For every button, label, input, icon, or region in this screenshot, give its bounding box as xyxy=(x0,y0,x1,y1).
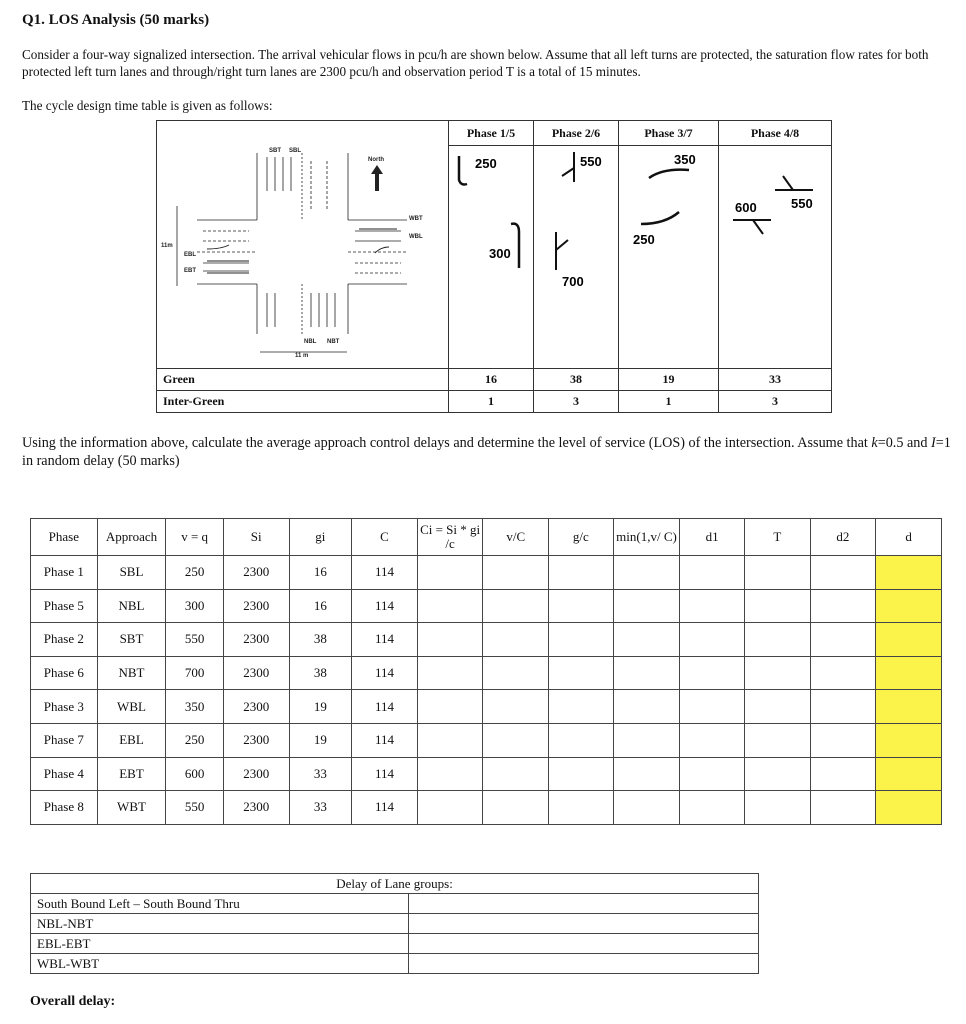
answer-cell[interactable] xyxy=(680,757,745,791)
table-cell: 114 xyxy=(352,723,418,757)
dimension-vertical: 11m xyxy=(161,243,173,249)
phase-header-4-8: Phase 4/8 xyxy=(719,121,832,146)
table-cell: 16 xyxy=(289,589,352,623)
answer-cell[interactable] xyxy=(680,690,745,724)
table-cell: 33 xyxy=(289,791,352,825)
table-cell: WBL xyxy=(97,690,166,724)
table-cell: 2300 xyxy=(223,690,289,724)
answer-cell[interactable] xyxy=(613,623,680,657)
answer-cell-d[interactable] xyxy=(876,791,942,825)
answer-cell-d[interactable] xyxy=(876,623,942,657)
answer-cell[interactable] xyxy=(483,589,549,623)
answer-cell[interactable] xyxy=(680,623,745,657)
label-ebl: EBL xyxy=(184,252,196,258)
table-cell: Phase 2 xyxy=(31,623,98,657)
green-phase-2-6: 38 xyxy=(534,369,619,391)
answer-cell[interactable] xyxy=(417,589,483,623)
answer-cell[interactable] xyxy=(744,589,810,623)
answer-cell[interactable] xyxy=(810,656,876,690)
answer-cell[interactable] xyxy=(417,723,483,757)
label-north: North xyxy=(368,157,384,163)
eastbound-left-arrow-icon xyxy=(641,212,679,224)
calc-header-cell: d1 xyxy=(680,519,745,556)
southbound-left-arrow-icon xyxy=(459,156,467,185)
phase-header-1-5: Phase 1/5 xyxy=(449,121,534,146)
table-cell: 114 xyxy=(352,757,418,791)
answer-cell[interactable] xyxy=(613,791,680,825)
label-nbt: NBT xyxy=(327,339,340,345)
table-cell: 114 xyxy=(352,623,418,657)
table-cell: Phase 6 xyxy=(31,656,98,690)
calc-header-cell: Si xyxy=(223,519,289,556)
answer-cell[interactable] xyxy=(483,791,549,825)
delay-row-value[interactable] xyxy=(409,934,759,954)
table-cell: 2300 xyxy=(223,623,289,657)
calc-header-cell: Phase xyxy=(31,519,98,556)
question-instruction xyxy=(22,434,957,470)
answer-cell[interactable] xyxy=(680,589,745,623)
table-row xyxy=(31,690,942,724)
intergreen-phase-2-6: 3 xyxy=(534,391,619,413)
table-cell: Phase 7 xyxy=(31,723,98,757)
answer-cell[interactable] xyxy=(744,623,810,657)
table-row xyxy=(31,656,942,690)
table-cell: WBT xyxy=(97,791,166,825)
flow-sbl: 250 xyxy=(475,156,497,171)
answer-cell-d[interactable] xyxy=(876,757,942,791)
answer-cell[interactable] xyxy=(744,656,810,690)
answer-cell[interactable] xyxy=(810,623,876,657)
answer-cell[interactable] xyxy=(744,556,810,590)
green-phase-3-7: 19 xyxy=(619,369,719,391)
i-variable: I xyxy=(931,435,936,451)
northbound-through-right-arrow-icon xyxy=(556,232,568,270)
table-cell: 114 xyxy=(352,589,418,623)
label-wbl: WBL xyxy=(409,234,423,240)
delay-row-label: NBL-NBT xyxy=(31,914,409,934)
table-cell: 350 xyxy=(166,690,224,724)
phase-3-7-movements xyxy=(619,146,719,369)
table-cell: Phase 3 xyxy=(31,690,98,724)
green-label: Green xyxy=(157,369,449,391)
phase-4-8-movements xyxy=(719,146,832,369)
table-row xyxy=(31,723,942,757)
answer-cell[interactable] xyxy=(549,791,614,825)
table-cell: 250 xyxy=(166,723,224,757)
answer-cell[interactable] xyxy=(549,623,614,657)
label-nbl: NBL xyxy=(304,339,317,345)
flow-wbl: 350 xyxy=(674,152,696,167)
table-cell: 19 xyxy=(289,723,352,757)
table-row xyxy=(31,623,942,657)
calc-header-cell: v/C xyxy=(483,519,549,556)
answer-cell[interactable] xyxy=(483,690,549,724)
answer-cell[interactable] xyxy=(417,690,483,724)
table-row xyxy=(31,757,942,791)
answer-cell[interactable] xyxy=(810,757,876,791)
flow-nbl: 300 xyxy=(489,246,511,261)
calc-header-cell: Approach xyxy=(97,519,166,556)
answer-cell[interactable] xyxy=(810,791,876,825)
answer-cell[interactable] xyxy=(744,723,810,757)
table-cell: 2300 xyxy=(223,757,289,791)
table-cell: 300 xyxy=(166,589,224,623)
table-cell: Phase 1 xyxy=(31,556,98,590)
label-sbt: SBT xyxy=(269,148,281,154)
answer-cell[interactable] xyxy=(613,690,680,724)
answer-cell[interactable] xyxy=(680,656,745,690)
overall-delay-label: Overall delay: xyxy=(30,994,116,1009)
eastbound-through-right-arrow-icon xyxy=(733,220,771,234)
green-phase-1-5: 16 xyxy=(449,369,534,391)
instruction-prefix: Using the information above, calculate the average approach control delays and determine the level of service (LOS) of the intersection. Assume that xyxy=(22,435,872,451)
table-cell: Phase 4 xyxy=(31,757,98,791)
answer-cell[interactable] xyxy=(680,556,745,590)
flow-ebl: 250 xyxy=(633,232,655,247)
answer-cell[interactable] xyxy=(810,589,876,623)
flow-sbt: 550 xyxy=(580,154,602,169)
phase-1-5-movements xyxy=(449,146,534,369)
k-variable: k xyxy=(871,435,878,451)
cycle-design-table xyxy=(156,120,832,413)
table-cell: SBL xyxy=(97,556,166,590)
intersection-diagram-cell xyxy=(157,121,449,369)
table-cell: Phase 5 xyxy=(31,589,98,623)
answer-cell[interactable] xyxy=(549,556,614,590)
delay-row-label: EBL-EBT xyxy=(31,934,409,954)
label-wbt: WBT xyxy=(409,216,423,222)
answer-cell[interactable] xyxy=(483,757,549,791)
answer-cell[interactable] xyxy=(680,791,745,825)
table-cell: 114 xyxy=(352,690,418,724)
answer-cell[interactable] xyxy=(483,723,549,757)
table-cell: 16 xyxy=(289,556,352,590)
answer-cell[interactable] xyxy=(810,723,876,757)
calc-header-cell: min(1,v/ C) xyxy=(613,519,680,556)
label-sbl: SBL xyxy=(289,148,301,154)
table-cell: 19 xyxy=(289,690,352,724)
table-row xyxy=(31,556,942,590)
answer-cell[interactable] xyxy=(417,791,483,825)
delay-row-label: WBL-WBT xyxy=(31,954,409,974)
answer-cell[interactable] xyxy=(549,589,614,623)
table-cell: NBT xyxy=(97,656,166,690)
delay-table-title: Delay of Lane groups: xyxy=(31,874,759,894)
flow-ebt: 600 xyxy=(735,200,757,215)
answer-cell[interactable] xyxy=(483,656,549,690)
question-intro: Consider a four-way signalized intersection. The arrival vehicular flows in pcu/h are shown below. Assume that all left turns are protected, the saturation flow rates for both protected left turn lanes and through/right turn lanes are 2300 pcu/h and observation period T is a total of 15 minutes. xyxy=(22,47,929,79)
table-cell: NBL xyxy=(97,589,166,623)
calc-header-cell: g/c xyxy=(549,519,614,556)
answer-cell[interactable] xyxy=(549,656,614,690)
phase-2-6-movements xyxy=(534,146,619,369)
k-value: =0.5 and xyxy=(877,435,932,451)
calc-header-cell: d xyxy=(876,519,942,556)
table-cell: 114 xyxy=(352,791,418,825)
calc-header-cell: Ci = Si * gi /c xyxy=(417,519,483,556)
answer-cell[interactable] xyxy=(549,690,614,724)
delay-row-label: South Bound Left – South Bound Thru xyxy=(31,894,409,914)
cycle-intro: The cycle design time table is given as follows: xyxy=(22,98,273,113)
flow-wbt: 550 xyxy=(791,196,813,211)
answer-cell[interactable] xyxy=(417,623,483,657)
calculation-table xyxy=(30,518,942,825)
calc-header-row xyxy=(31,519,942,556)
intergreen-phase-4-8: 3 xyxy=(719,391,832,413)
table-cell: EBL xyxy=(97,723,166,757)
calc-header-cell: C xyxy=(352,519,418,556)
table-cell: 600 xyxy=(166,757,224,791)
answer-cell-d[interactable] xyxy=(876,589,942,623)
table-cell: 33 xyxy=(289,757,352,791)
delay-row-value[interactable] xyxy=(409,954,759,974)
answer-cell[interactable] xyxy=(613,723,680,757)
answer-cell[interactable] xyxy=(417,757,483,791)
answer-cell[interactable] xyxy=(549,757,614,791)
answer-cell[interactable] xyxy=(483,556,549,590)
answer-cell-d[interactable] xyxy=(876,656,942,690)
table-cell: 700 xyxy=(166,656,224,690)
i-value: =1 in random delay (50 marks) xyxy=(22,435,951,469)
westbound-through-right-arrow-icon xyxy=(775,176,813,190)
table-cell: 550 xyxy=(166,791,224,825)
answer-cell[interactable] xyxy=(810,690,876,724)
table-cell: 38 xyxy=(289,623,352,657)
answer-cell[interactable] xyxy=(549,723,614,757)
answer-cell[interactable] xyxy=(744,690,810,724)
table-cell: 114 xyxy=(352,656,418,690)
table-cell: 2300 xyxy=(223,791,289,825)
table-cell: 550 xyxy=(166,623,224,657)
answer-cell-d[interactable] xyxy=(876,723,942,757)
answer-cell[interactable] xyxy=(613,589,680,623)
green-phase-4-8: 33 xyxy=(719,369,832,391)
table-row xyxy=(31,589,942,623)
delay-row-value[interactable] xyxy=(409,894,759,914)
answer-cell[interactable] xyxy=(417,556,483,590)
table-cell: 250 xyxy=(166,556,224,590)
intergreen-label: Inter-Green xyxy=(157,391,449,413)
answer-cell[interactable] xyxy=(744,791,810,825)
table-cell: SBT xyxy=(97,623,166,657)
delay-lane-groups-table xyxy=(30,873,759,974)
flow-nbt: 700 xyxy=(562,274,584,289)
table-cell: 2300 xyxy=(223,656,289,690)
calc-header-cell: gi xyxy=(289,519,352,556)
intersection-diagram xyxy=(157,121,448,364)
phase-header-3-7: Phase 3/7 xyxy=(619,121,719,146)
calc-header-cell: v = q xyxy=(166,519,224,556)
answer-cell-d[interactable] xyxy=(876,556,942,590)
table-cell: Phase 8 xyxy=(31,791,98,825)
table-cell: 2300 xyxy=(223,556,289,590)
answer-cell[interactable] xyxy=(483,623,549,657)
answer-cell[interactable] xyxy=(613,757,680,791)
southbound-through-right-arrow-icon xyxy=(562,152,574,182)
answer-cell[interactable] xyxy=(613,556,680,590)
north-arrow-icon xyxy=(371,165,383,191)
table-cell: 2300 xyxy=(223,723,289,757)
table-cell: 2300 xyxy=(223,589,289,623)
table-cell: 38 xyxy=(289,656,352,690)
answer-cell[interactable] xyxy=(613,656,680,690)
northbound-left-arrow-icon xyxy=(511,224,519,268)
question-title: Q1. LOS Analysis (50 marks) xyxy=(22,12,210,28)
label-ebt: EBT xyxy=(184,268,196,274)
answer-cell[interactable] xyxy=(810,556,876,590)
table-cell: EBT xyxy=(97,757,166,791)
calc-header-cell: T xyxy=(744,519,810,556)
table-cell: 114 xyxy=(352,556,418,590)
calc-header-cell: d2 xyxy=(810,519,876,556)
intergreen-phase-3-7: 1 xyxy=(619,391,719,413)
table-row xyxy=(31,791,942,825)
answer-cell[interactable] xyxy=(744,757,810,791)
intergreen-phase-1-5: 1 xyxy=(449,391,534,413)
westbound-left-arrow-icon xyxy=(649,170,689,178)
dimension-horizontal: 11 m xyxy=(295,353,309,359)
answer-cell[interactable] xyxy=(417,656,483,690)
answer-cell-d[interactable] xyxy=(876,690,942,724)
delay-row-value[interactable] xyxy=(409,914,759,934)
answer-cell[interactable] xyxy=(680,723,745,757)
phase-header-2-6: Phase 2/6 xyxy=(534,121,619,146)
